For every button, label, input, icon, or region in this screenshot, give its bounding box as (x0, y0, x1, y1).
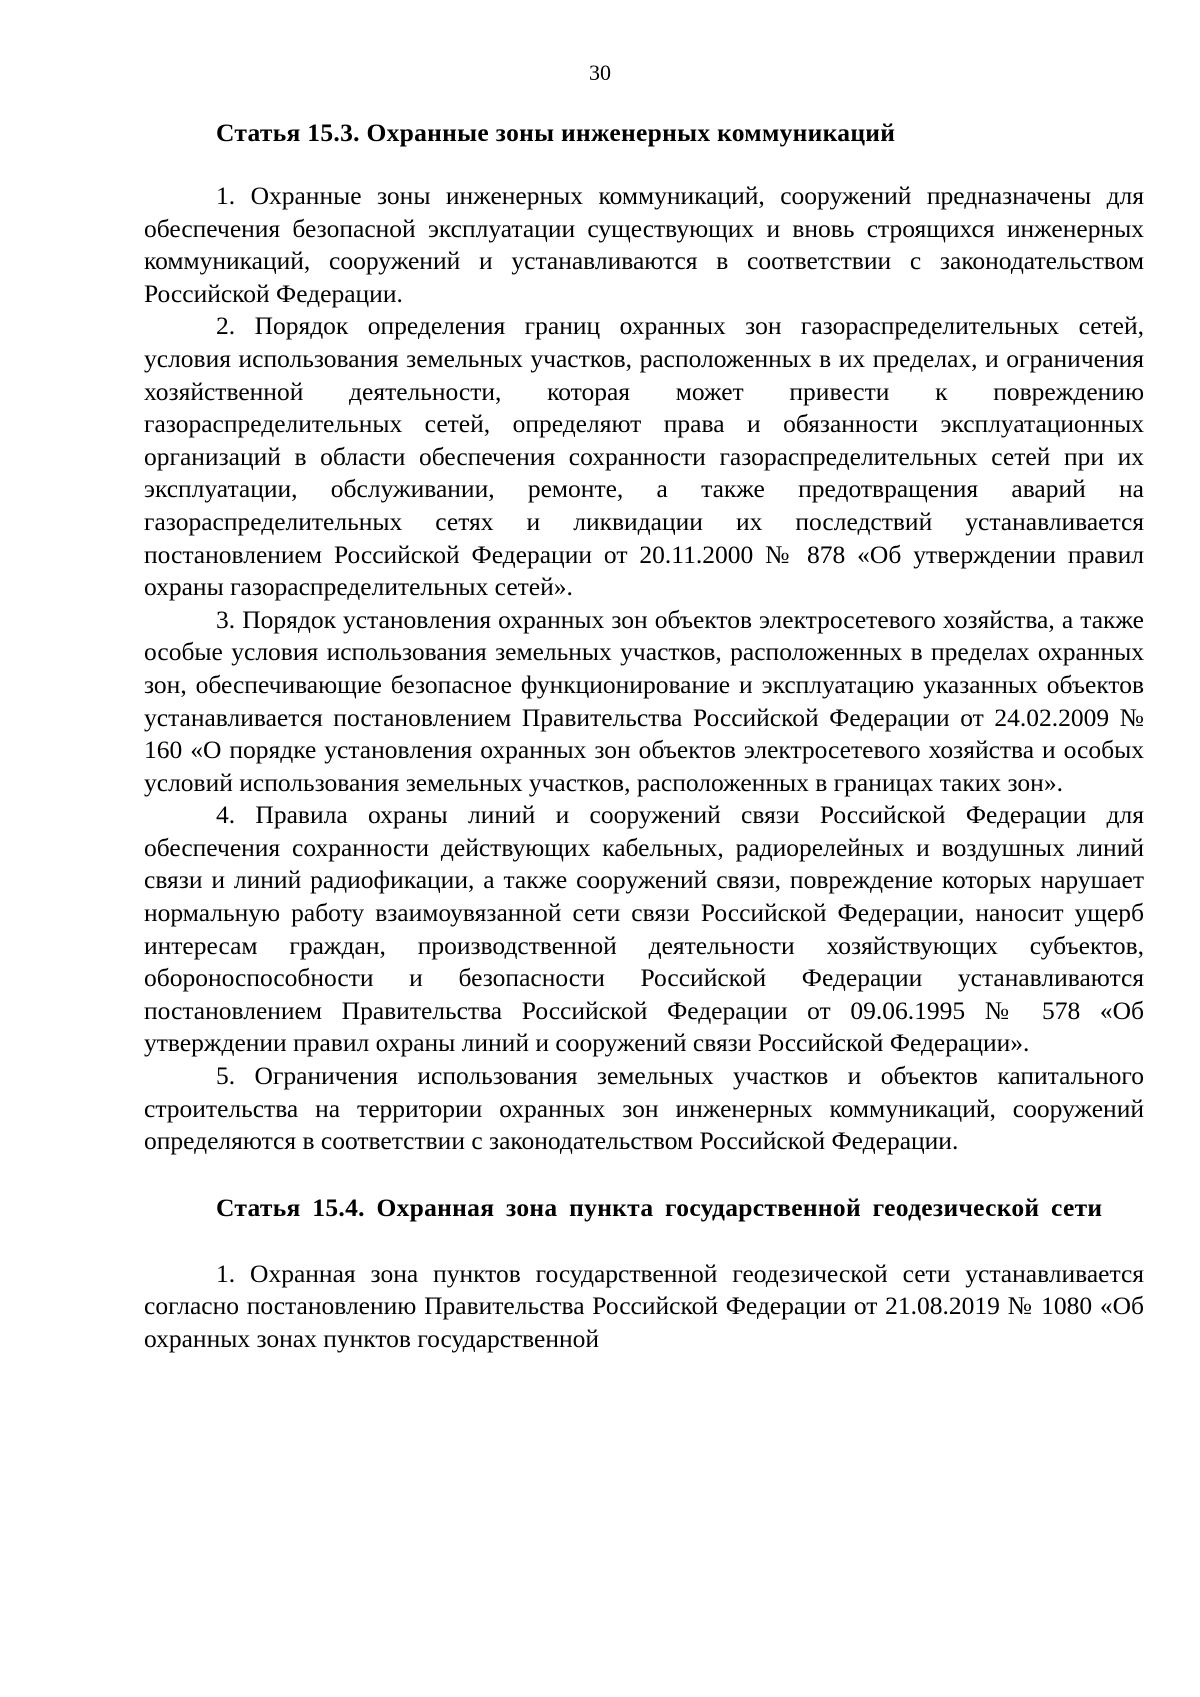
article-15-3-paragraph-1: 1. Охранные зоны инженерных коммуникаций, сооружений предназначены для обеспечения безопасной эксплуатации существующих и вновь строящихся инженерных коммуникаций, сооружений и устанавливаются в соответствии с законодательством Российской Федерации. (144, 181, 1144, 308)
article-15-3-paragraph-3: 3. Порядок установления охранных зон объектов электросетевого хозяйства, а также особые условия использования земельных участков, расположенных в пределах охранных зон, обеспечивающие безопасное функционирование и эксплуатацию указанных объектов устанавливается постановлением Правительства Российской Федерации от 24.02.2009 № 160 «О порядке установления охранных зон объектов электросетевого хозяйства и особых условий использования земельных участков, расположенных в границах таких зон». (144, 604, 1144, 797)
article-15-4 (144, 1191, 1144, 1356)
page-number: 30 (589, 60, 611, 85)
article-15-3-paragraph-4: 4. Правила охраны линий и сооружений связи Российской Федерации для обеспечения сохранности действующих кабельных, радиорелейных и воздушных линий связи и линий радиофикации, а также сооружений связи, повреждение которых нарушает нормальную работу взаимоувязанной сети связи Российской Федерации, наносит ущерб интересам граждан, производственной деятельности хозяйствующих субъектов, обороноспособности и безопасности Российской Федерации устанавливаются постановлением Правительства Российской Федерации от 09.06.1995 № 578 «Об утверждении правил охраны линий и сооружений связи Российской Федерации». (144, 800, 1144, 1058)
article-15-3-paragraph-5: 5. Ограничения использования земельных участков и объектов капитального строительства на территории охранных зон инженерных коммуникаций, сооружений определяются в соответствии с законодательством Российской Федерации. (144, 1061, 1144, 1156)
article-15-3-paragraph-2: 2. Порядок определения границ охранных зон газораспределительных сетей, условия использования земельных участков, расположенных в их пределах, и ограничения хозяйственной деятельности, которая может привести к повреждению газораспределительных сетей, определяют права и обязанности эксплуатационных организаций в области обеспечения сохранности газораспределительных сетей при их эксплуатации, обслуживании, ремонте, а также предотвращения аварий на газораспределительных сетях и ликвидации их последствий устанавливается постановлением Российской Федерации от 20.11.2000 № 878 «Об утверждении правил охраны газораспределительных сетей». (144, 311, 1144, 602)
article-15-4-title: Статья 15.4. Охранная зона пункта государственной геодезической сети (216, 1192, 1103, 1222)
article-15-4-paragraph-1: 1. Охранная зона пунктов государственной геодезической сети устанавливается согласно постановлению Правительства Российской Федерации от 21.08.2019 № 1080 «Об охранных зонах пунктов государственной (144, 1258, 1144, 1353)
article-15-3 (144, 116, 1144, 1158)
article-15-3-title: Статья 15.3. Охранные зоны инженерных коммуникаций (216, 118, 896, 147)
document-body (144, 116, 1144, 1356)
